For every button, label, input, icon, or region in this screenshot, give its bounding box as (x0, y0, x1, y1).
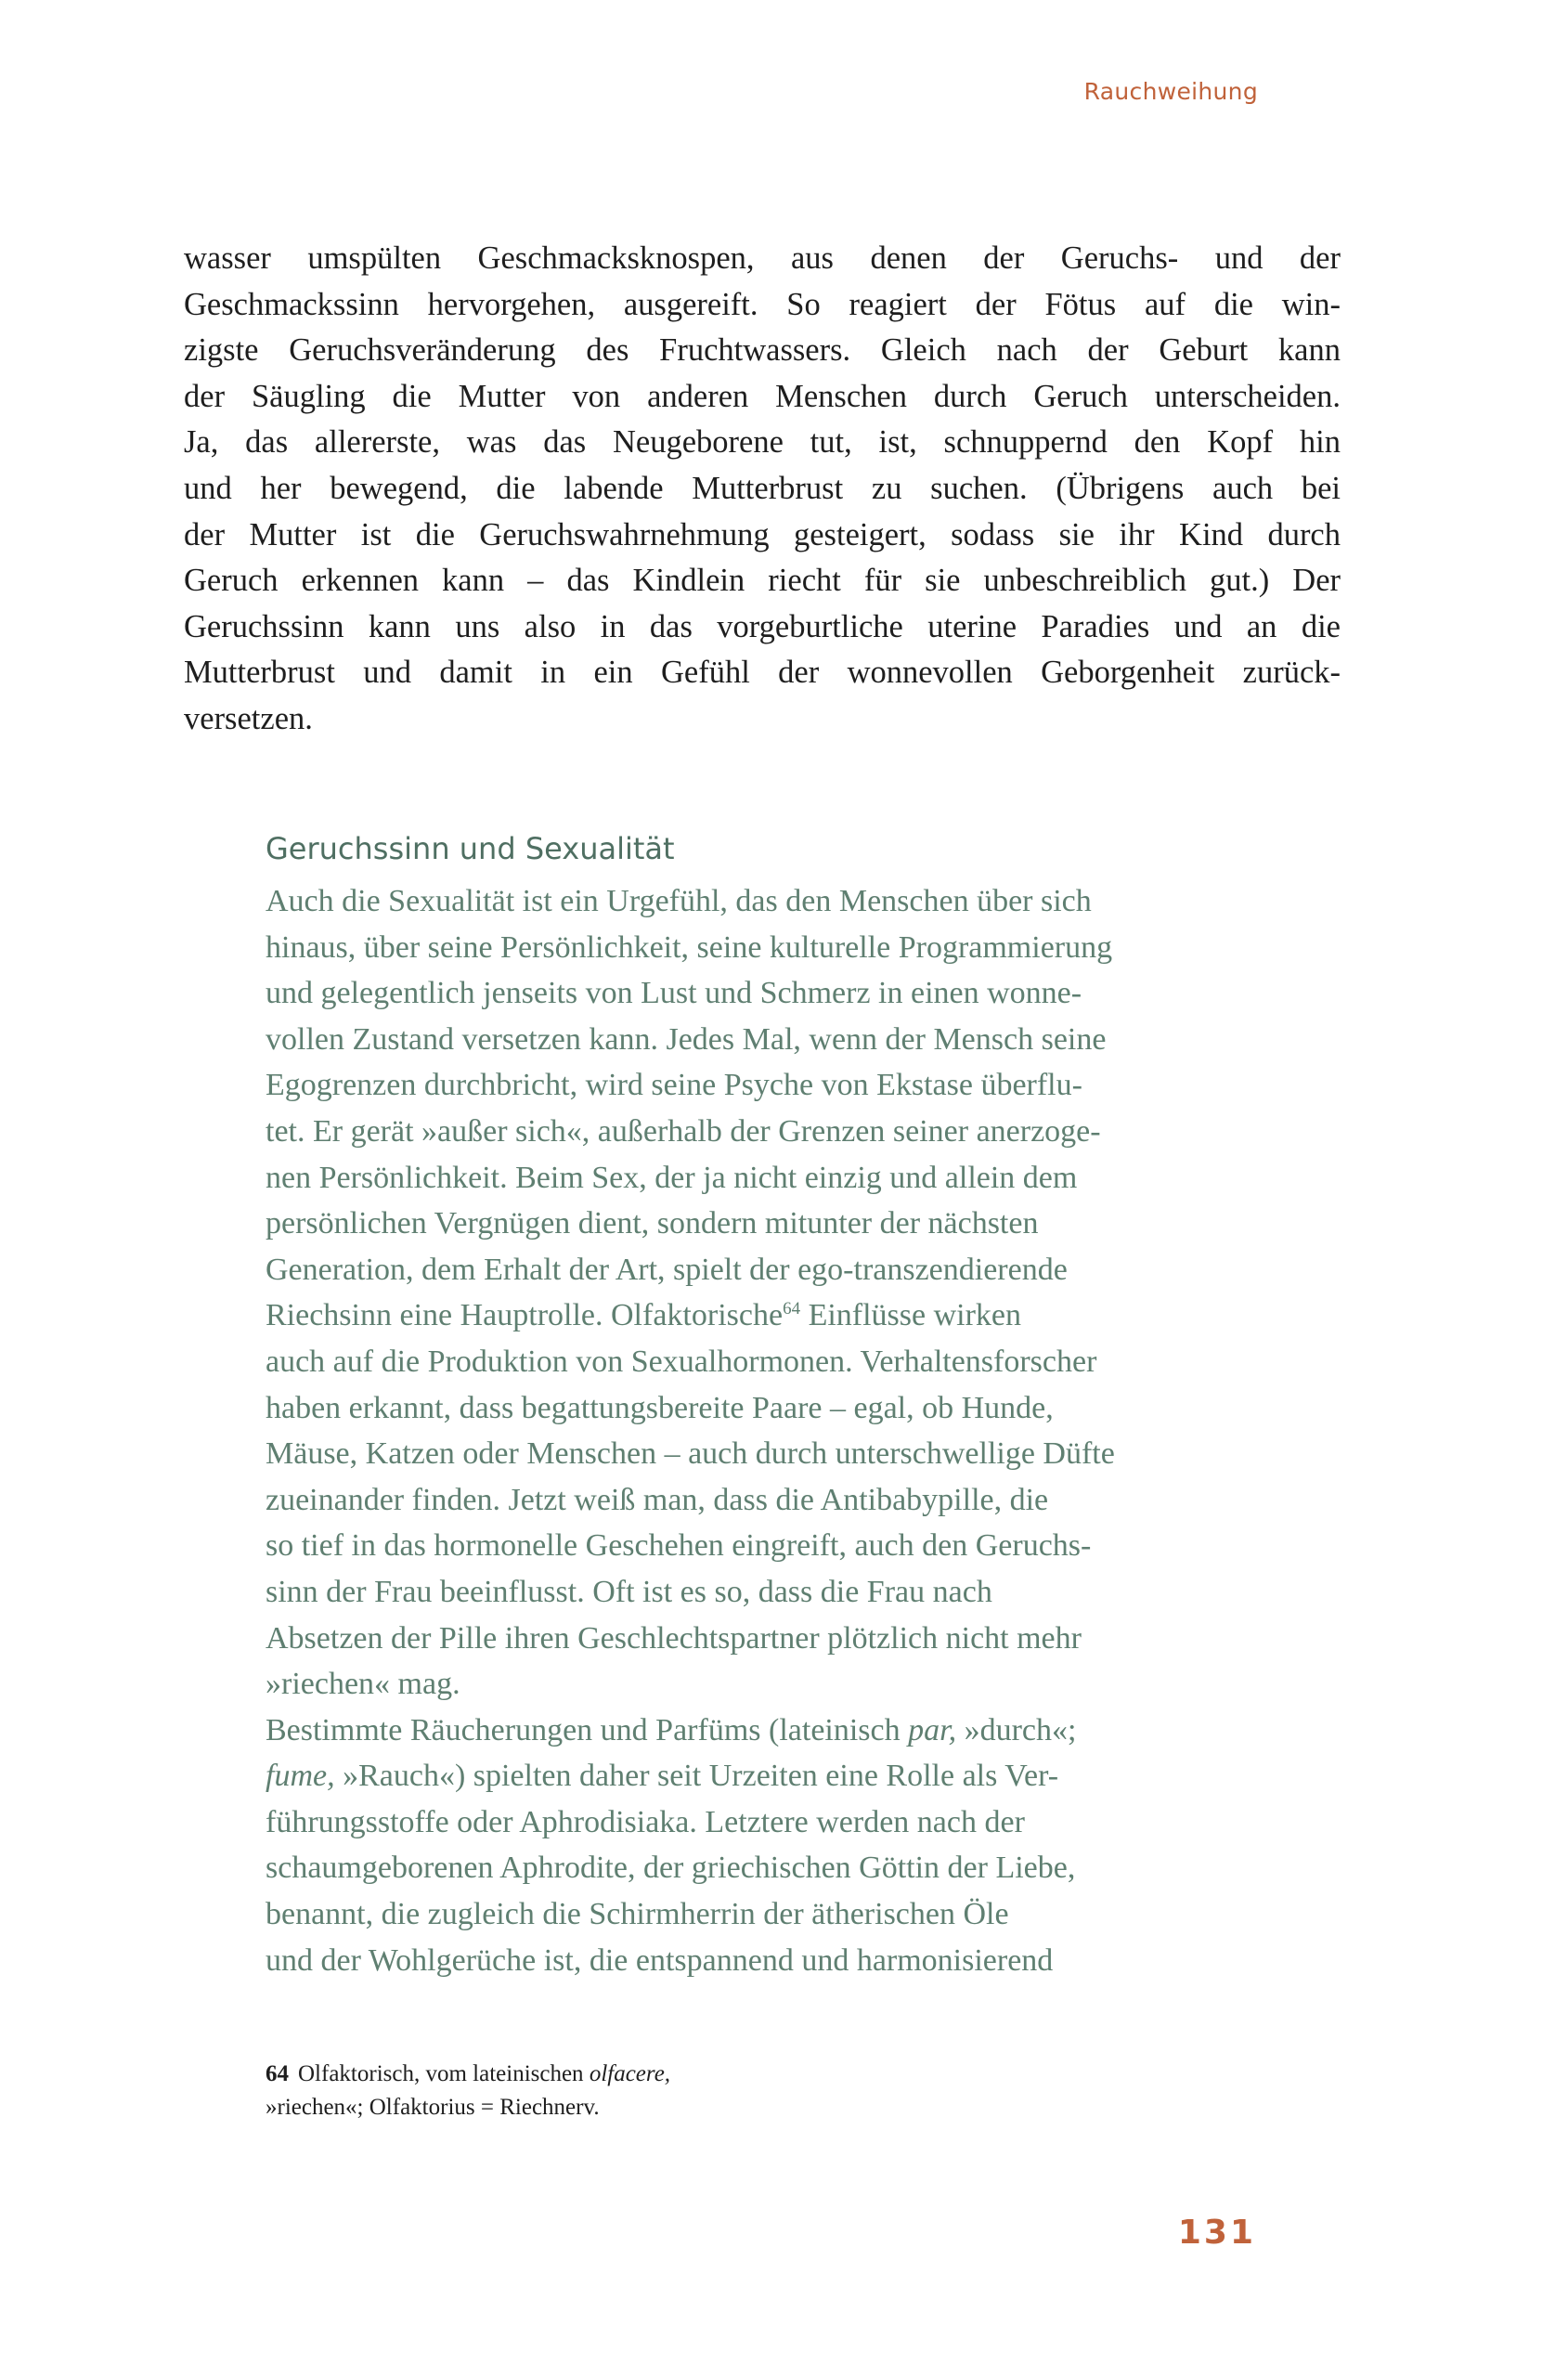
sidebar-line: so tief in das hormonelle Geschehen eingreift, auch den Geruchs- (266, 1528, 1092, 1564)
text-line: und her bewegend, die labende Mutterbrust zu suchen. (Übrigens auch bei (184, 470, 1341, 506)
text-line: Geruchssinn kann uns also in das vorgeburtliche uterine Paradies und an die (184, 608, 1341, 644)
main-body-text (184, 236, 1341, 743)
sidebar-box (266, 828, 1296, 1983)
sidebar-line: Generation, dem Erhalt der Art, spielt der ego-transzendierende (266, 1252, 1068, 1287)
sidebar-line: und der Wohlgerüche ist, die entspannend und harmonisierend (266, 1942, 1054, 1978)
footnote (266, 2058, 915, 2124)
sidebar-text: »Rauch«) spielten daher seit Urzeiten eine Rolle als Ver- (334, 1759, 1059, 1794)
sidebar-line: und gelegentlich jenseits von Lust und Schmerz in einen wonne- (266, 976, 1082, 1011)
text-line: versetzen. (184, 700, 313, 736)
sidebar-line: Egogrenzen durchbricht, wird seine Psyche von Ekstase überflu- (266, 1068, 1082, 1103)
italic-term: par, (908, 1712, 957, 1747)
footnote-line (266, 2058, 915, 2091)
sidebar-line: »riechen« mag. (266, 1667, 460, 1702)
sidebar-text: »durch«; (956, 1712, 1077, 1747)
sidebar-line: hinaus, über seine Persönlichkeit, seine kulturelle Programmierung (266, 929, 1113, 965)
text-line: wasser umspülten Geschmacksknospen, aus denen der Geruchs- und der (184, 240, 1341, 276)
sidebar-line: führungsstoffe oder Aphrodisiaka. Letztere werden nach der (266, 1804, 1025, 1839)
sidebar-line: Absetzen der Pille ihren Geschlechtspartner plötzlich nicht mehr (266, 1620, 1082, 1656)
running-head: Rauchweihung (1083, 78, 1258, 105)
text-line: der Säugling die Mutter von anderen Menschen durch Geruch unterscheiden. (184, 378, 1341, 414)
sidebar-line: haben erkannt, dass begattungsbereite Paare – egal, ob Hunde, (266, 1390, 1054, 1425)
sidebar-line: sinn der Frau beeinflusst. Oft ist es so, dass die Frau nach (266, 1574, 992, 1609)
sidebar-text: Einflüsse wirken (800, 1298, 1022, 1333)
footnote-line: »riechen«; Olfaktorius = Riechnerv. (266, 2095, 600, 2120)
sidebar-line-with-footnote-ref (266, 1292, 1296, 1339)
sidebar-line: persönlichen Vergnügen dient, sondern mitunter der nächsten (266, 1206, 1039, 1241)
sidebar-line: zueinander finden. Jetzt weiß man, dass die Antibabypille, die (266, 1482, 1049, 1517)
text-line: Ja, das allererste, was das Neugeborene tut, ist, schnuppernd den Kopf hin (184, 424, 1341, 461)
sidebar-line: tet. Er gerät »außer sich«, außerhalb der Grenzen seiner anerzoge- (266, 1113, 1101, 1149)
footnote-ref[interactable]: 64 (783, 1299, 801, 1319)
sidebar-line: benannt, die zugleich die Schirmherrin der ätherischen Öle (266, 1897, 1009, 1932)
text-line: Geschmackssinn hervorgehen, ausgereift. So reagiert der Fötus auf die win- (184, 286, 1341, 322)
sidebar-line (266, 1753, 1296, 1799)
sidebar-line: schaumgeborenen Aphrodite, der griechischen Göttin der Liebe, (266, 1851, 1076, 1886)
footnote-italic-term: olfacere, (589, 2061, 671, 2086)
text-line: Mutterbrust und damit in ein Gefühl der wonnevollen Geborgenheit zurück- (184, 655, 1341, 691)
sidebar-line (266, 1708, 1296, 1754)
sidebar-body (266, 878, 1296, 1983)
page-number: 131 (1177, 2214, 1256, 2252)
sidebar-line: Auch die Sexualität ist ein Urgefühl, das den Menschen über sich (266, 884, 1092, 918)
text-line: Geruch erkennen kann – das Kindlein riecht für sie unbeschreiblich gut.) Der (184, 563, 1341, 599)
sidebar-line: vollen Zustand versetzen kann. Jedes Mal, wenn der Mensch seine (266, 1021, 1107, 1057)
sidebar-text: Bestimmte Räucherungen und Parfüms (lateinisch (266, 1712, 909, 1747)
sidebar-line: nen Persönlichkeit. Beim Sex, der ja nicht einzig und allein dem (266, 1160, 1078, 1195)
footnote-text: Olfaktorisch, vom lateinischen (298, 2061, 590, 2086)
text-line: der Mutter ist die Geruchswahrnehmung gesteigert, sodass sie ihr Kind durch (184, 516, 1341, 552)
sidebar-line: Mäuse, Katzen oder Menschen – auch durch unterschwellige Düfte (266, 1436, 1115, 1472)
sidebar-heading: Geruchssinn und Sexualität (266, 831, 675, 866)
italic-term: fume, (266, 1759, 335, 1794)
sidebar-line: auch auf die Produktion von Sexualhormonen. Verhaltensforscher (266, 1344, 1097, 1379)
sidebar-text: Riechsinn eine Hauptrolle. Olfaktorische (266, 1298, 784, 1333)
text-line: zigste Geruchsveränderung des Fruchtwassers. Gleich nach der Geburt kann (184, 332, 1341, 369)
footnote-number: 64 (266, 2061, 289, 2086)
